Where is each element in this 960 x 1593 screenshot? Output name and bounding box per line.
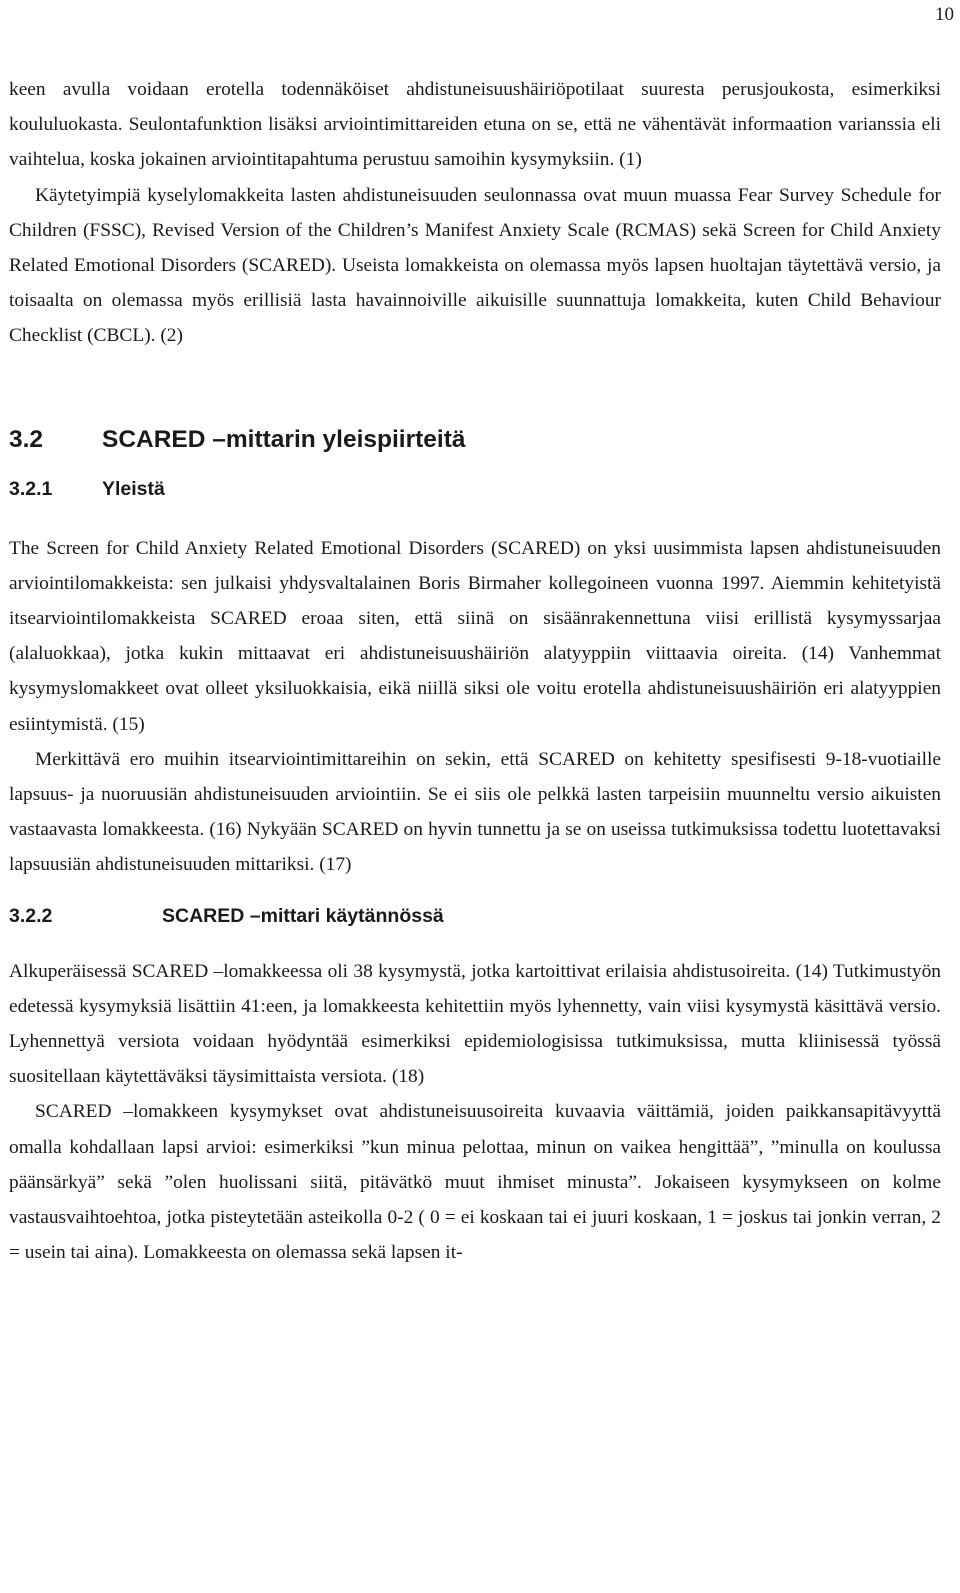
page-content bbox=[9, 72, 941, 1270]
body-paragraph: Alkuperäisessä SCARED –lomakkeessa oli 38 kysymystä, jotka kartoittivat erilaisia ahdistusoireita. (14) Tutkimustyön edetessä kysymyksiä lisättiin 41:een, ja lomakkeesta kehitettiin myös lyhennetty, vain viisi kysymystä käsittävä versio. Lyhennettyä versiota voidaan hyödyntää esimerkiksi epidemiologisissa tutkimuksissa, mutta kliinisessä työssä suositellaan käytettäväksi täysimittaista versiota. (18) bbox=[9, 960, 941, 1088]
body-paragraph: keen avulla voidaan erotella todennäköiset ahdistuneisuushäiriöpotilaat suuresta perusjoukosta, esimerkiksi koululuokasta. Seulontafunktion lisäksi arviointimittareiden etuna on se, että ne vähentävät informaation varianssia eli vaihtelua, koska jokainen arviointitapahtuma perustuu samoihin kysymyksiin. (1) bbox=[9, 79, 941, 171]
section-title: SCARED –mittarin yleispiirteitä bbox=[102, 425, 466, 453]
section-heading-3-2 bbox=[9, 426, 941, 454]
body-paragraph: Merkittävä ero muihin itsearviointimittareihin on sekin, että SCARED on kehitetty spesifisesti 9-18-vuotiaille lapsuus- ja nuoruusiän ahdistuneisuuden arviointiin. Se ei siis ole pelkkä lasten tarpeisiin muunneltu versio aikuisten vastaavasta lomakkeesta. (16) Nykyään SCARED on hyvin tunnettu ja se on useissa tutkimuksissa todettu luotettavaksi lapsuusiän ahdistuneisuuden mittariksi. (17) bbox=[9, 748, 941, 876]
body-paragraph: SCARED –lomakkeen kysymykset ovat ahdistuneisuusoireita kuvaavia väittämiä, joiden paikkansapitävyyttä omalla kohdallaan lapsi arvioi: esimerkiksi ”kun minua pelottaa, minun on vaikea hengittää”, ”minulla on koulussa päänsärkyä” sekä ”olen huolissani siitä, pitävätkö muut ihmiset minusta”. Jokaiseen kysymykseen on kolme vastausvaihtoehtoa, jotka pisteytetään asteikolla 0-2 ( 0 = ei koskaan tai ei juuri koskaan, 1 = joskus tai jonkin verran, 2 = usein tai aina). Lomakkeesta on olemassa sekä lapsen it- bbox=[9, 1101, 941, 1264]
subsection-number: 3.2.1 bbox=[9, 477, 53, 500]
subsection-title: Yleistä bbox=[102, 477, 165, 500]
subsection-heading-3-2-2 bbox=[9, 905, 941, 928]
section-number: 3.2 bbox=[9, 425, 44, 453]
subsection-number: 3.2.2 bbox=[9, 904, 53, 927]
body-paragraph: The Screen for Child Anxiety Related Emotional Disorders (SCARED) on yksi uusimmista lapsen ahdistuneisuuden arviointilomakkeista: sen julkaisi yhdysvaltalainen Boris Birmaher kollegoineen vuonna 1997. Aiemmin kehitetyistä itsearviointilomakkeista SCARED eroaa siten, että siinä on sisäänrakennettuna viisi erillistä kysymyssarjaa (alaluokkaa), jotka kukin mittaavat eri ahdistuneisuushäiriön alatyyppiin viittaavia oireita. (14) Vanhemmat kysymyslomakkeet ovat olleet yksiluokkaisia, eikä niillä siksi ole voitu erotella ahdistuneisuushäiriön eri alatyyppien esiintymistä. (15) bbox=[9, 537, 941, 735]
subsection-title: SCARED –mittari käytännössä bbox=[162, 904, 444, 927]
page-number: 10 bbox=[935, 4, 954, 25]
body-paragraph: Käytetyimpiä kyselylomakkeita lasten ahdistuneisuuden seulonnassa ovat muun muassa Fear Survey Schedule for Children (FSSC), Revised Version of the Children’s Manifest Anxiety Scale (RCMAS) sekä Screen for Child Anxiety Related Emotional Disorders (SCARED). Useista lomakkeista on olemassa myös lapsen huoltajan täytettävä versio, ja toisaalta on olemassa myös erillisiä lasta havainnoiville aikuisille suunnattuja lomakkeita, kuten Child Behaviour Checklist (CBCL). (2) bbox=[9, 184, 941, 347]
subsection-heading-3-2-1 bbox=[9, 478, 941, 501]
